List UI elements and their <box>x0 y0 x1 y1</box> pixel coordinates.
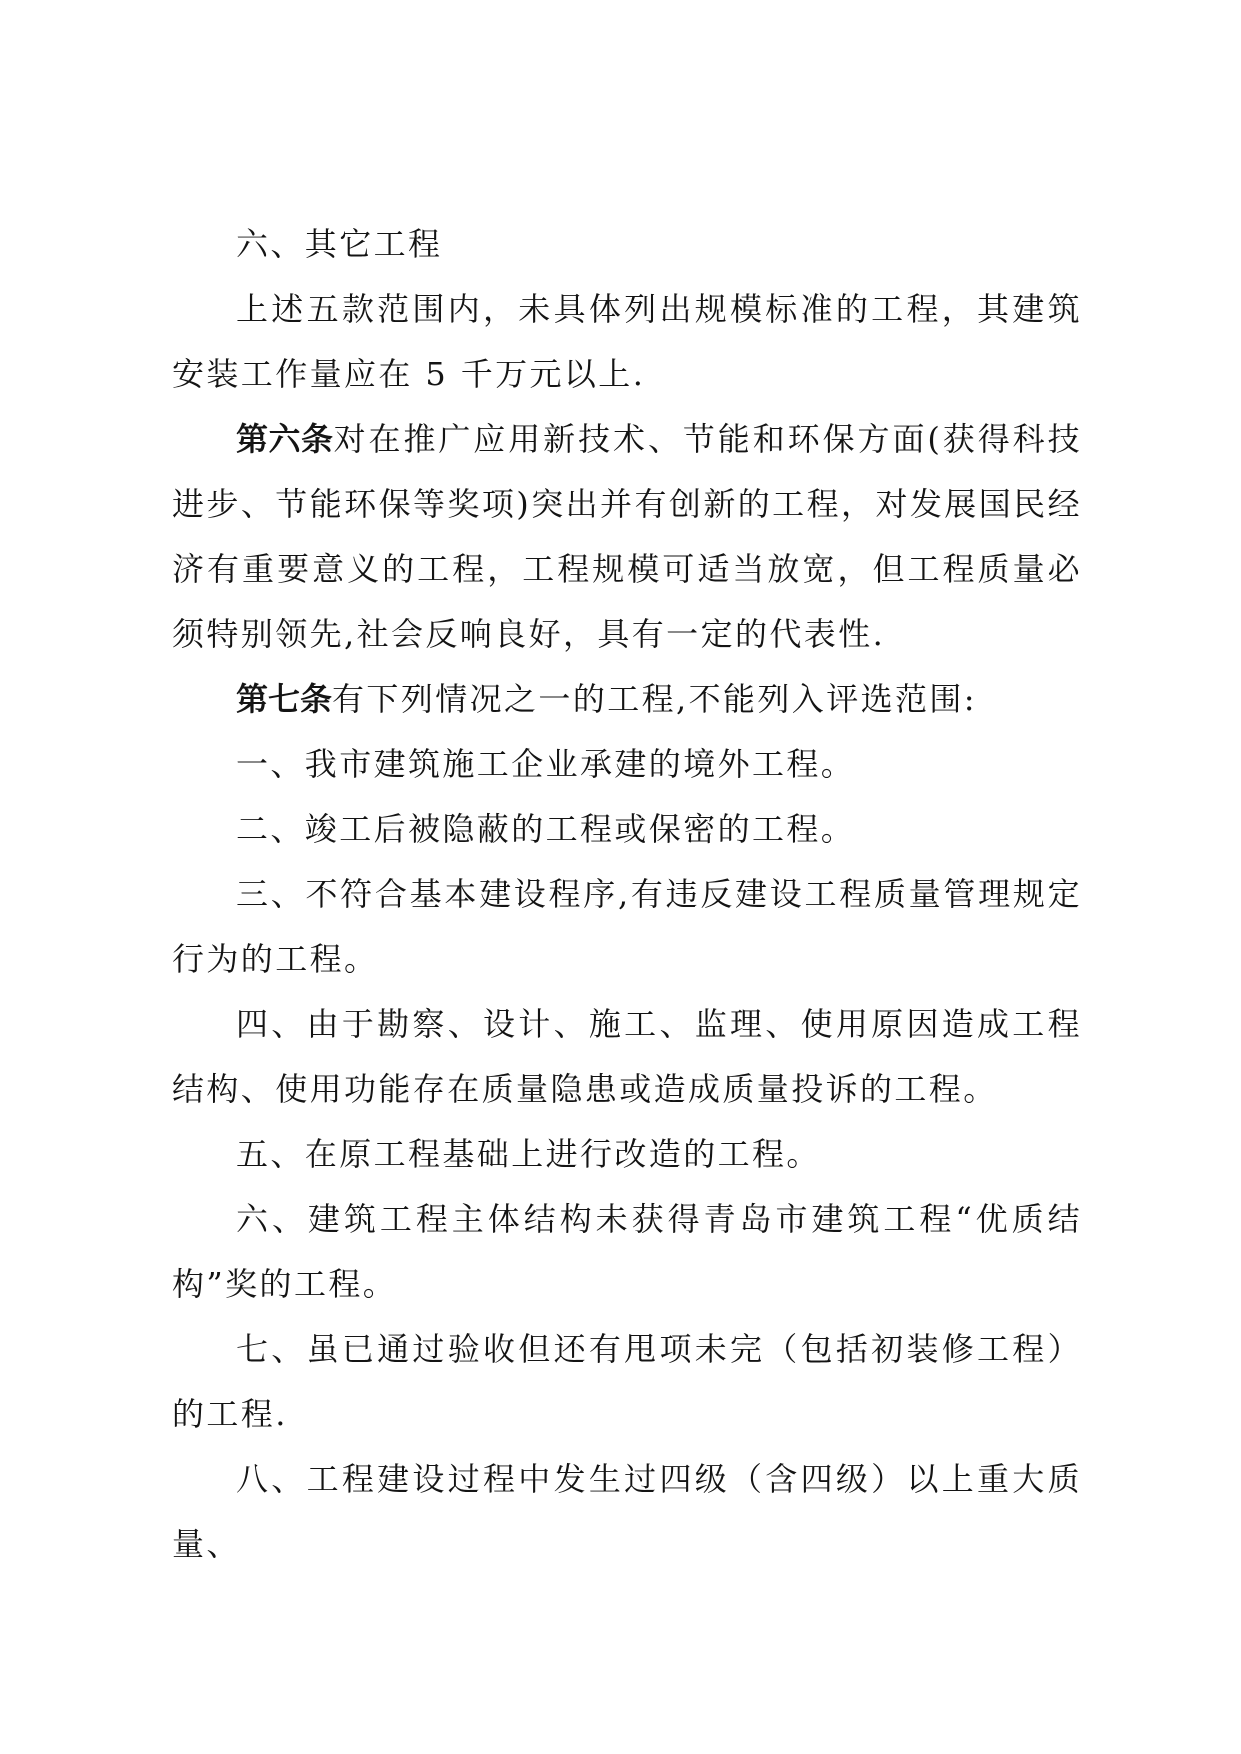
list-item-7: 七、虽已通过验收但还有甩项未完（包括初装修工程）的工程. <box>172 1330 1082 1433</box>
document-body <box>172 212 1082 1577</box>
paragraph-scale-standard: 上述五款范围内，未具体列出规模标准的工程，其建筑安装工作量应在 5 千万元以上. <box>172 290 1082 393</box>
list-item-6: 六、建筑工程主体结构未获得青岛市建筑工程“优质结构”奖的工程。 <box>172 1200 1082 1303</box>
list-item-4: 四、由于勘察、设计、施工、监理、使用原因造成工程结构、使用功能存在质量隐患或造成质量投诉的工程。 <box>172 1005 1082 1108</box>
article-7-heading: 第七条 <box>236 680 333 718</box>
paragraph-article-6: 第六条对在推广应用新技术、节能和环保方面(获得科技进步、节能环保等奖项)突出并有创新的工程，对发展国民经济有重要意义的工程，工程规模可适当放宽，但工程质量必须特别领先,社会反响良好，具有一定的代表性. <box>172 420 1082 653</box>
paragraph-other-projects: 六、其它工程 <box>236 225 443 263</box>
paragraph-article-7: 第七条有下列情况之一的工程,不能列入评选范围: <box>236 680 977 718</box>
list-item-5: 五、在原工程基础上进行改造的工程。 <box>236 1135 821 1173</box>
article-6-heading: 第六条 <box>236 420 334 458</box>
list-item-2: 二、竣工后被隐蔽的工程或保密的工程。 <box>236 810 856 848</box>
list-item-1: 一、我市建筑施工企业承建的境外工程。 <box>236 745 856 783</box>
list-item-8: 八、工程建设过程中发生过四级（含四级）以上重大质量、 <box>172 1460 1082 1563</box>
list-item-3: 三、不符合基本建设程序,有违反建设工程质量管理规定行为的工程。 <box>172 875 1082 978</box>
